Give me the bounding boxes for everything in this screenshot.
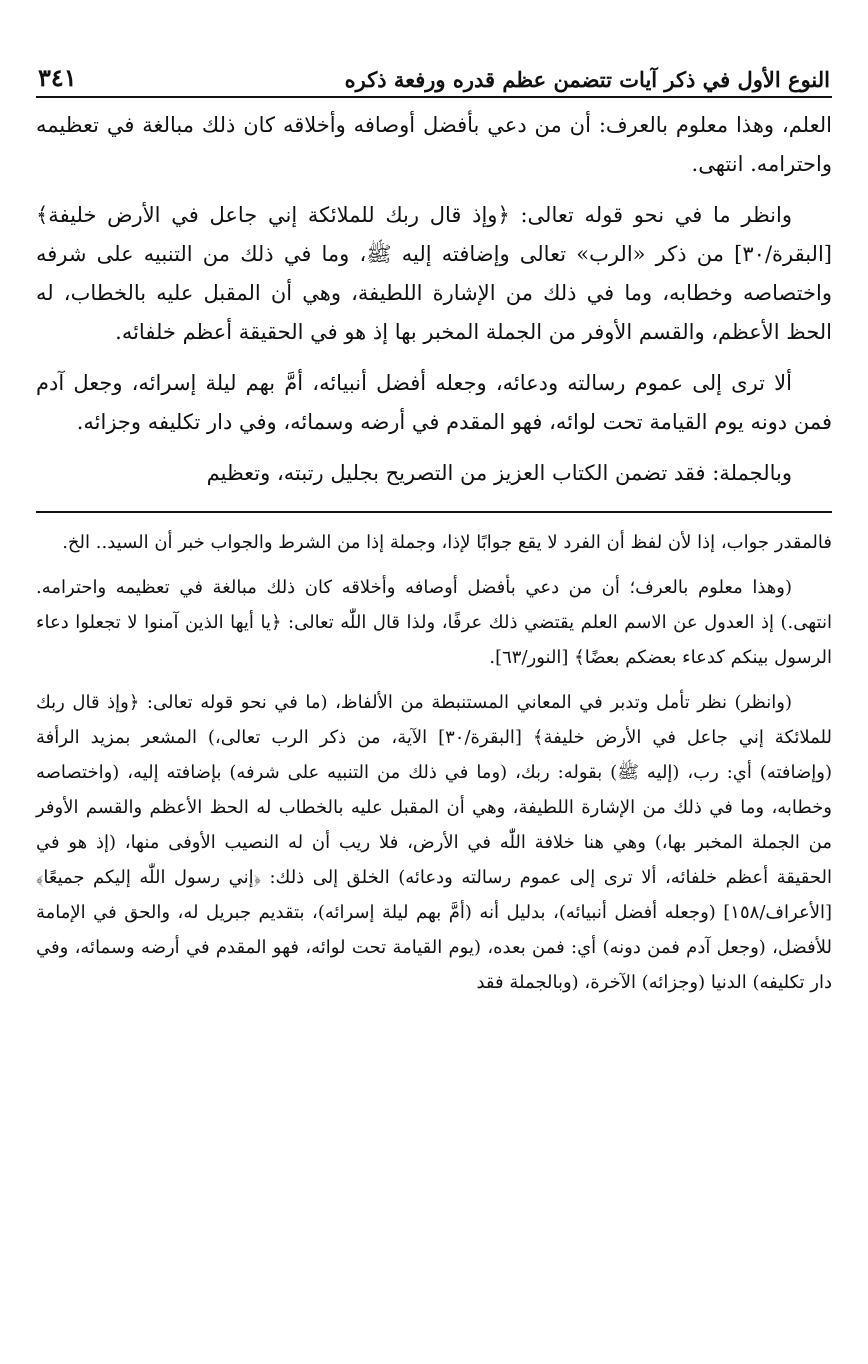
main-text	[36, 106, 832, 493]
page-number: ٣٤١	[38, 63, 77, 92]
main-paragraph: وبالجملة: فقد تضمن الكتاب العزيز من التصريح بجليل رتبته، وتعظيم	[206, 461, 792, 485]
book-page	[36, 40, 832, 1340]
running-header	[36, 40, 832, 98]
commentary-paragraph: (وهذا معلوم بالعرف؛ أن من دعي بأفضل أوصافه وأخلاقه كان ذلك مبالغة في تعظيمه واحترامه. انتهى.) إذ العدول عن الاسم العلم يقتضي ذلك عرفًا، ولذا قال اللّٰه تعالى: ﴿يا أيها الذين آمنوا لا تجعلوا دعاء الرسول بينكم كدعاء بعضكم بعضًا﴾ [النور/٦٣].	[36, 577, 832, 668]
main-paragraph: العلم، وهذا معلوم بالعرف: أن من دعي بأفضل أوصافه وأخلاقه كان ذلك مبالغة في تعظيمه واحترامه. انتهى.	[36, 113, 832, 176]
header-title: النوع الأول في ذكر آيات تتضمن عظم قدره ورفعة ذكره	[344, 67, 830, 92]
commentary-text	[36, 525, 832, 1000]
footnote-divider	[36, 511, 832, 513]
commentary-paragraph: فالمقدر جواب، إذا لأن لفظ أن الفرد لا يقع جوابًا لإذا، وجملة إذا من الشرط والجواب خبر أن السيد.. الخ.	[62, 532, 832, 553]
main-paragraph: ألا ترى إلى عموم رسالته ودعائه، وجعله أفضل أنبيائه، أمَّ بهم ليلة إسرائه، وجعل آدم فمن دونه يوم القيامة تحت لوائه، فهو المقدم في أرضه وسمائه، وفي دار تكليفه وجزائه.	[36, 371, 832, 434]
commentary-paragraph: (وانظر) نظر تأمل وتدبر في المعاني المستنبطة من الألفاظ، (ما في نحو قوله تعالى: ﴿وإذ قال ربك للملائكة إني جاعل في الأرض خليفة﴾ [البقرة/٣٠] الآية، من ذكر الرب تعالى،) المشعر بمزيد الرأفة (وإضافته) أي: رب، (إليه ﷺ) بقوله: ربك، (وما في ذلك من التنبيه على شرفه) بإضافته إليه، (واختصاصه وخطابه، وما في ذلك من الإشارة اللطيفة، وهي أن المقبل عليه بالخطاب له الحظ الأعظم والقسم الأوفر من الجملة المخبر بها،) وهي هنا خلافة اللّٰه في الأرض، فلا ريب أن له النصيب الأوفى منها، (إذ هو في الحقيقة أعظم خلفائه، ألا ترى إلى عموم رسالته ودعائه) الخلق إلى ذلك: ﴿إني رسول اللّٰه إليكم جميعًا﴾ [الأعراف/١٥٨] (وجعله أفضل أنبيائه)، بدليل أنه (أمَّ بهم ليلة إسرائه)، بتقديم جبريل له، والحق في الإمامة للأفضل، (وجعل آدم فمن دونه) أي: فمن بعده، (يوم القيامة تحت لوائه، فهو المقدم في أرضه وسمائه، وفي دار تكليفه) الدنيا (وجزائه) الآخرة، (وبالجملة فقد	[36, 692, 833, 993]
main-paragraph: وانظر ما في نحو قوله تعالى: ﴿وإذ قال ربك للملائكة إني جاعل في الأرض خليفة﴾ [البقرة/٣٠] من ذكر «الرب» تعالى وإضافته إليه ﷺ، وما في ذلك من التنبيه على شرفه واختصاصه وخطابه، وما في ذلك من الإشارة اللطيفة، وهي أن المقبل عليه بالخطاب، له الحظ الأعظم، والقسم الأوفر من الجملة المخبر بها إذ هو في الحقيقة أعظم خلفائه.	[36, 203, 832, 344]
